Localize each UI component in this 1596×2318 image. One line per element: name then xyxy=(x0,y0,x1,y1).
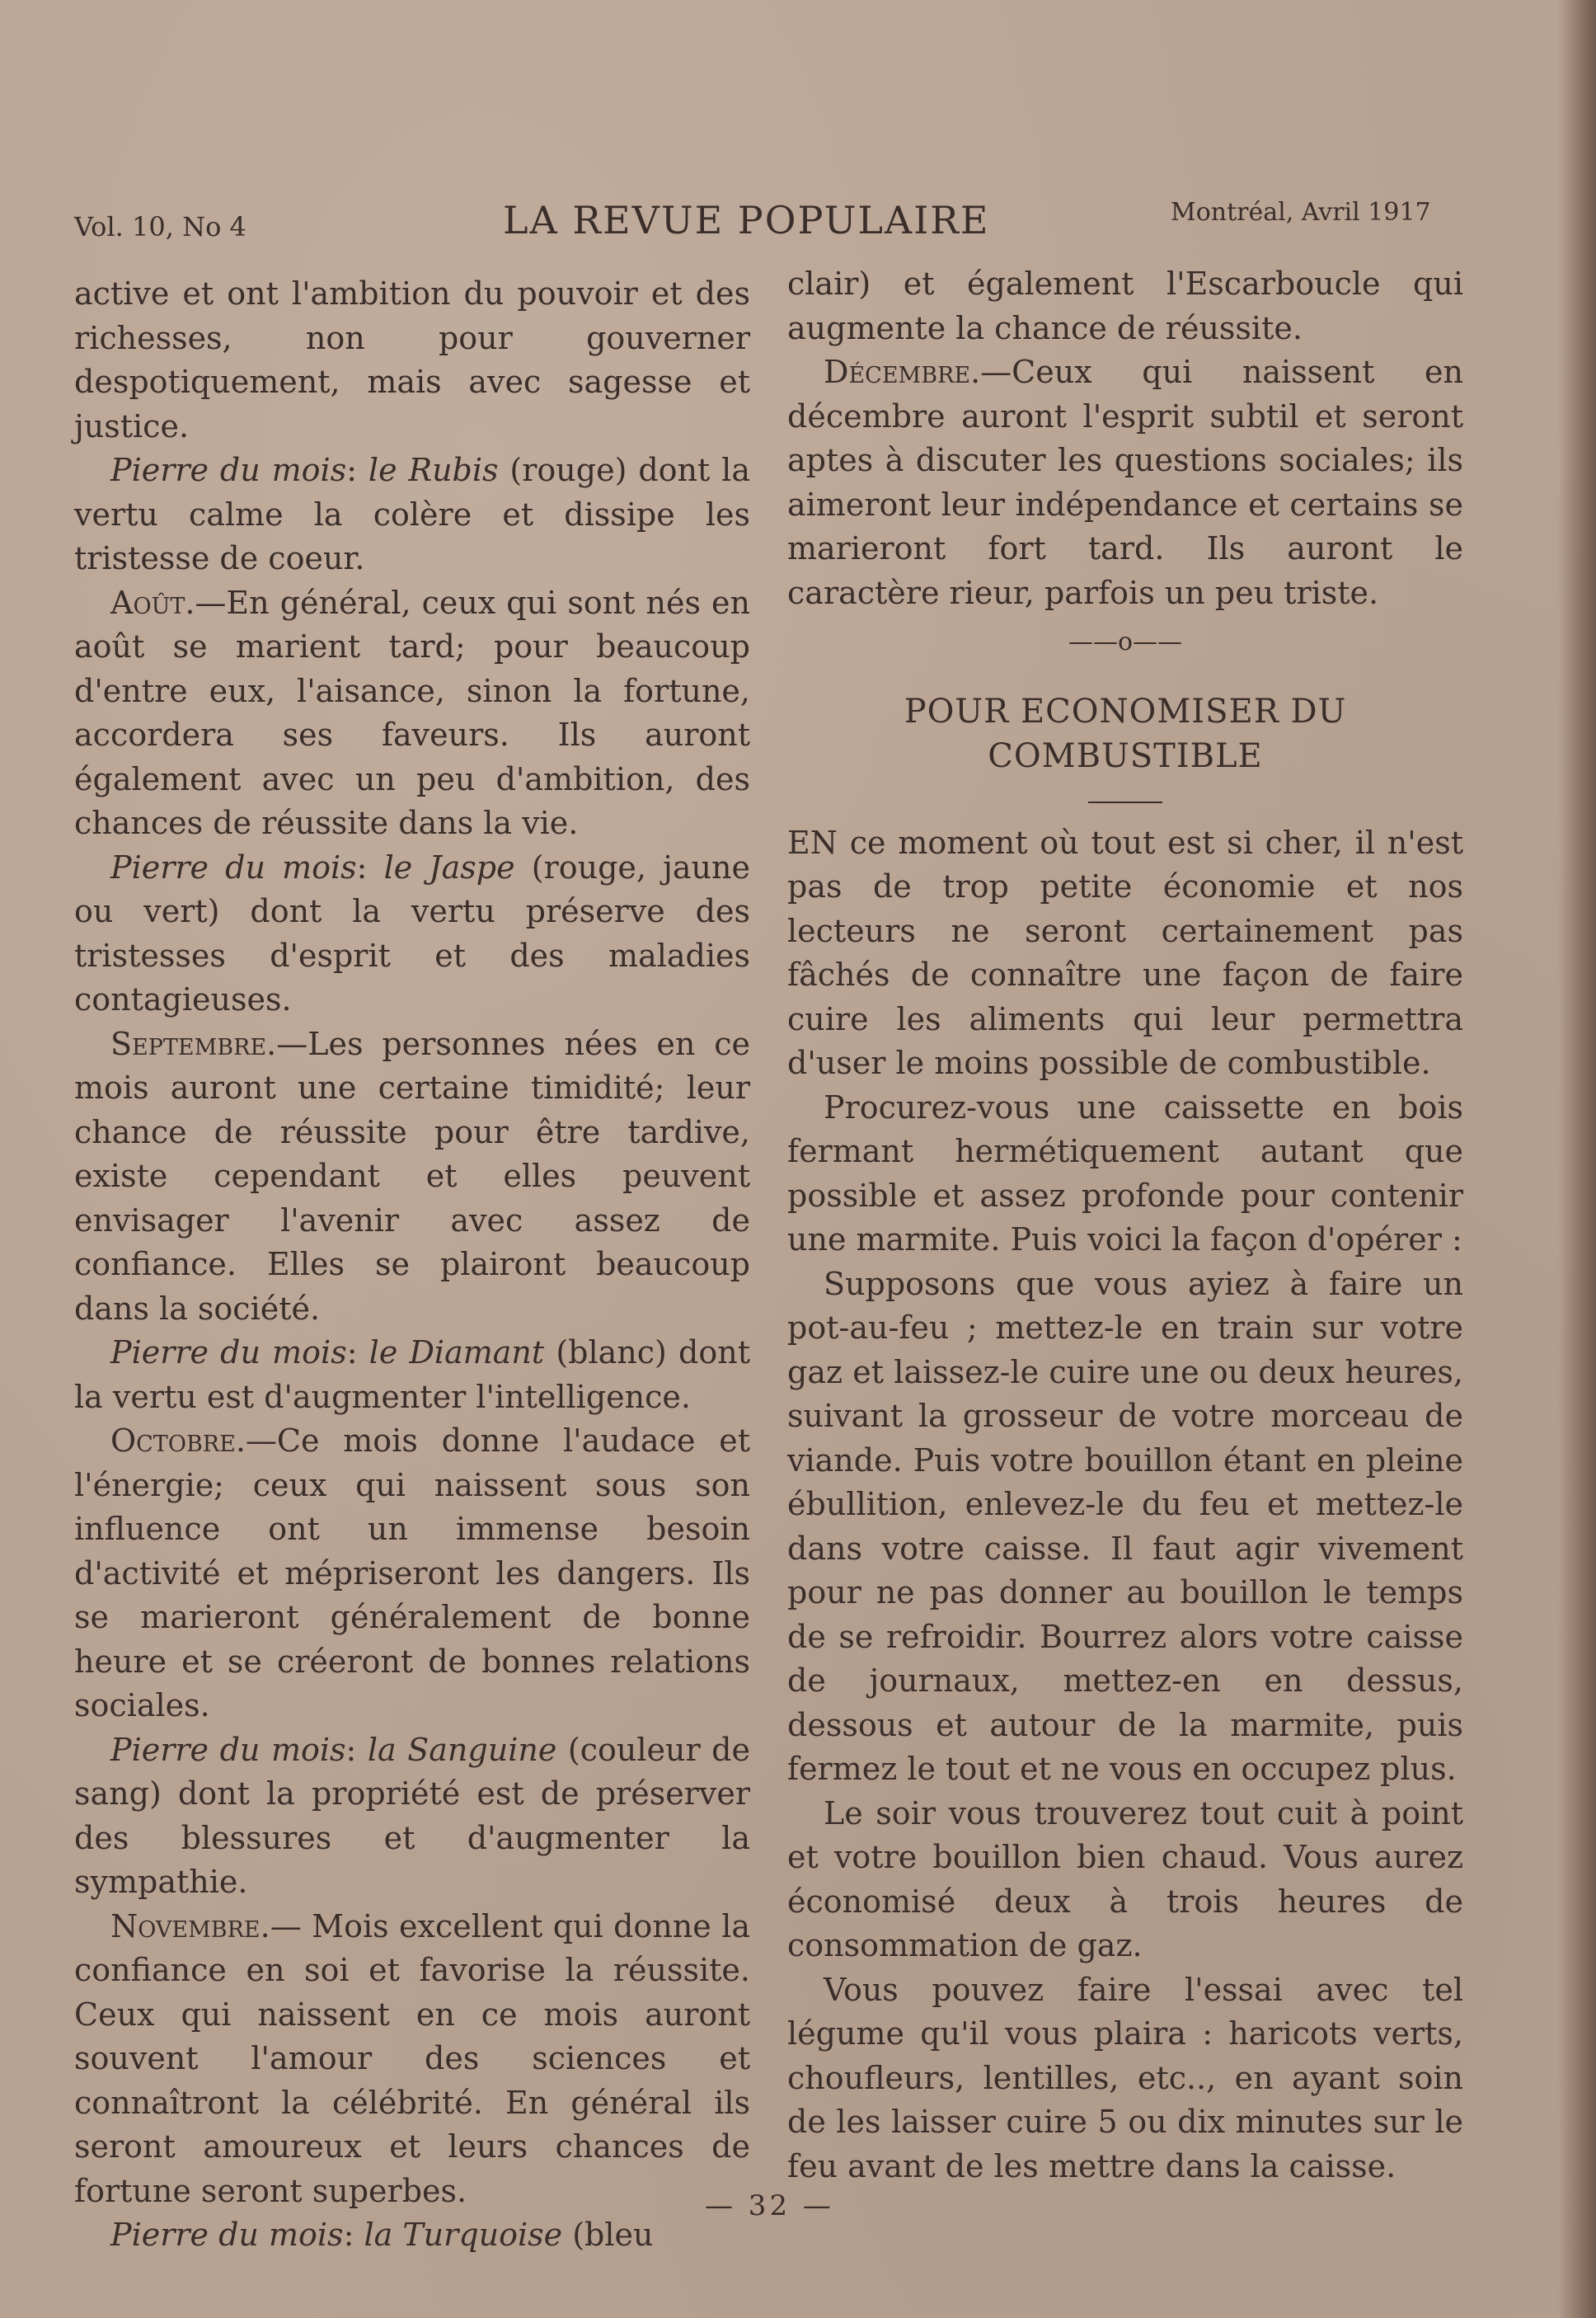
paragraph: Vous pouvez faire l'essai avec tel légume qu'il vous plaira : haricots verts, choufleurs, lentilles, etc.., en ayant soin de les laisser cuire 5 ou dix minutes sur le feu avant de les mettre dans la caisse. xyxy=(787,1971,1463,2184)
paragraph: Octobre.—Ce mois donne l'audace et l'énergie; ceux qui naissent sous son influence ont un immense besoin d'activité et mépriseront les dangers. Ils se marieront généralement de bonne heure et se créeront de bonnes relations sociales. xyxy=(74,1422,750,1723)
paragraph: Le soir vous trouverez tout cuit à point et votre bouillon bien chaud. Vous aurez économisé deux à trois heures de consommation de gaz. xyxy=(787,1794,1463,1963)
section-title: POUR ECONOMISER DU COMBUSTIBLE xyxy=(904,692,1347,775)
paragraph: Septembre.—Les personnes nées en ce mois auront une certaine timidité; leur chance de réussite pour être tardive, existe cependant et elles peuvent envisager l'avenir avec assez de confiance. Elles se plairont beaucoup dans la société. xyxy=(74,1025,750,1327)
left-column xyxy=(74,272,750,2258)
paragraph: Novembre.— Mois excellent qui donne la confiance en soi et favorise la réussite. Ceux qui naissent en ce mois auront souvent l'amour des sciences et connaîtront la célébrité. En général ils seront amoureux et leurs chances de fortune seront superbes. xyxy=(74,1907,750,2209)
paragraph: Pierre du mois: le Rubis (rouge) dont la vertu calme la colère et dissipe les tristesse de coeur. xyxy=(74,452,750,576)
issue-date: Montréal, Avril 1917 xyxy=(1171,198,1431,227)
paragraph: Pierre du mois: le Jaspe (rouge, jaune ou vert) dont la vertu préserve des tristesses d'esprit et des maladies contagieuses. xyxy=(74,849,750,1018)
paragraph: Pierre du mois: le Diamant (blanc) dont la vertu est d'augmenter l'intelligence. xyxy=(74,1334,750,1415)
paragraph: Supposons que vous ayiez à faire un pot-au-feu ; mettez-le en train sur votre gaz et laissez-le cuire une ou deux heures, suivant la grosseur de votre morceau de viande. Puis votre bouillon étant en pleine ébullition, enlevez-le du feu et mettez-le dans votre caisse. Il faut agir vivement pour ne pas donner au bouillon le temps de se refroidir. Bourrez alors votre caisse de journaux, mettez-en en dessus, dessous et autour de la marmite, puis fermez le tout et ne vous en occupez plus. xyxy=(787,1265,1463,1787)
section-divider: ——o—— xyxy=(1068,628,1183,656)
paragraph: Août.—En général, ceux qui sont nés en août se marient tard; pour beaucoup d'entre eux, l'aisance, sinon la fortune, accordera ses faveurs. Ils auront également avec un peu d'ambition, des chances de réussite dans la vie. xyxy=(74,584,750,841)
running-header xyxy=(74,198,1476,247)
right-column xyxy=(787,262,1463,2189)
paragraph: active et ont l'ambition du pouvoir et des richesses, non pour gouverner despotiquement, mais avec sagesse et justice. xyxy=(74,275,750,444)
paragraph: Pierre du mois: la Sanguine (couleur de sang) dont la propriété est de préserver des blessures et d'augmenter la sympathie. xyxy=(74,1731,750,1900)
journal-title: LA REVUE POPULAIRE xyxy=(503,198,990,242)
paragraph: Pierre du mois: la Turquoise (bleu xyxy=(110,2217,654,2253)
volume-number: Vol. 10, No 4 xyxy=(74,211,246,242)
paragraph: clair) et également l'Escarboucle qui augmente la chance de réussite. xyxy=(787,266,1463,346)
paragraph: EN ce moment où tout est si cher, il n'est pas de trop petite économie et nos lecteurs ne seront certainement pas fâchés de connaître une façon de faire cuire les aliments qui leur permettra d'user le moins possible de combustible. xyxy=(787,824,1463,1081)
page-number: — 32 — xyxy=(705,2189,834,2222)
title-rule xyxy=(1088,802,1162,803)
paragraph: Décembre.—Ceux qui naissent en décembre auront l'esprit subtil et seront aptes à discuter les questions sociales; ils aimeront leur indépendance et certains se marieront fort tard. Ils auront le caractère rieur, parfois un peu triste. xyxy=(787,354,1463,611)
page-edge xyxy=(1558,0,1596,2318)
paragraph: Procurez-vous une caissette en bois fermant hermétiquement autant que possible et assez profonde pour contenir une marmite. Puis voici la façon d'opérer : xyxy=(787,1088,1463,1258)
